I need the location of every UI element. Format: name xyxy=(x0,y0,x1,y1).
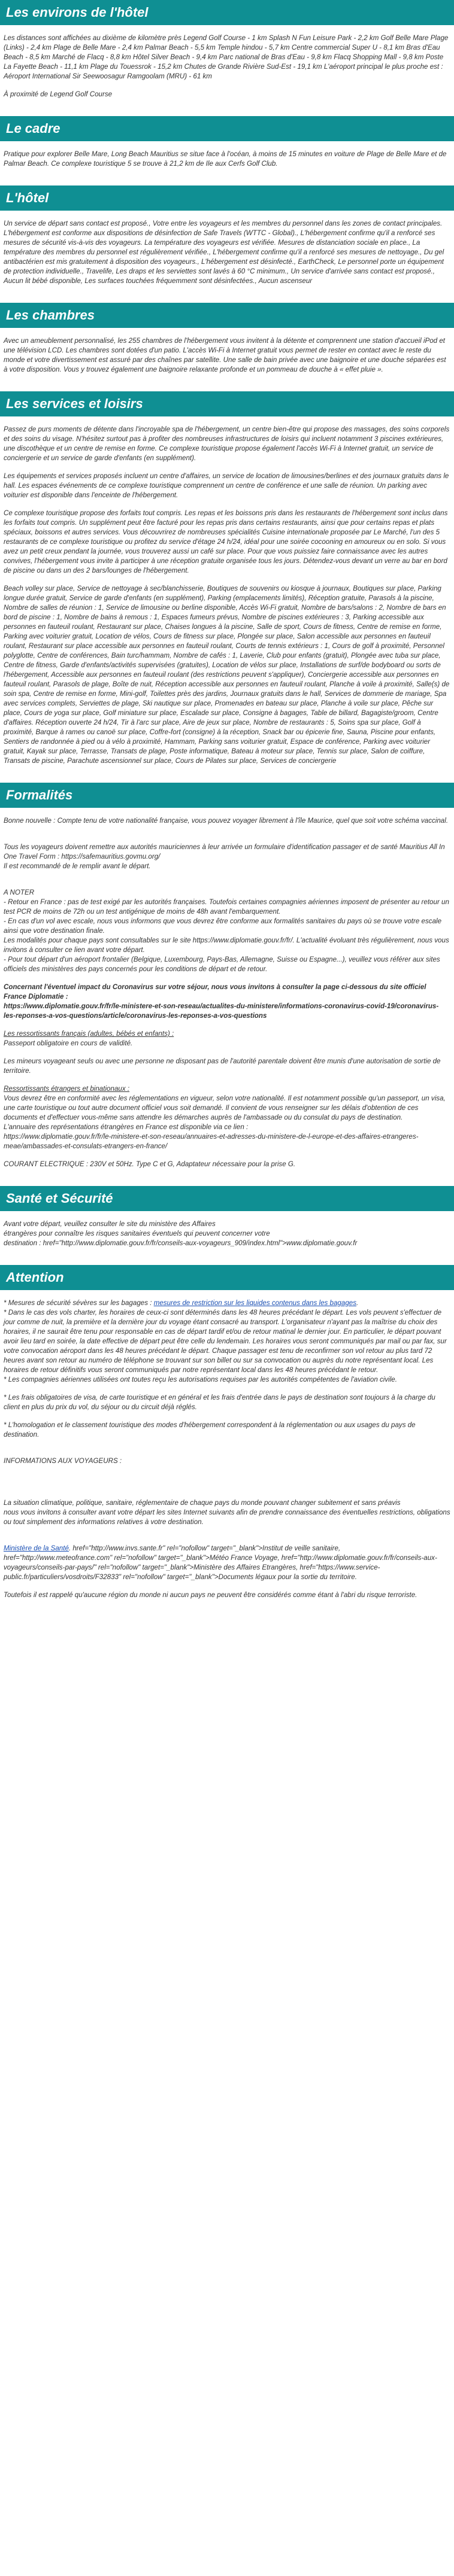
attention-info-title: INFORMATIONS AUX VOYAGEURS : xyxy=(4,1457,122,1465)
section-title-services: Les services et loisirs xyxy=(0,391,454,416)
attention-links xyxy=(4,1544,450,1582)
formalites-note-1: - Retour en France : pas de test exigé par les autorités françaises. Toutefois certaines compagnies aériennes imposent de présenter au retour un test PCR de moins de 72h ou un test antigénique de moins de 48h avant l'embarquement. xyxy=(4,898,449,916)
formalites-foreigners-text: Vous devrez être en conformité avec les réglementations en vigueur, selon votre nationalité. Il est notamment possible qu'un passeport, un visa, une carte touristique ou tout autre document officiel vous soit demandé. Il convient de vous renseigner sur les délais d'obtention de ces documents et d'effectuer vous-même sans attendre les démarches auprès de l'ambassade ou du consulat du pays de destination. xyxy=(4,1094,446,1121)
section-attention xyxy=(0,1265,454,1617)
formalites-note-3: Les modalités pour chaque pays sont consultables sur le site https://www.diplomatie.gouv.fr/fr/. L'actualité évoluant très régulièrement, nous vous invitons à consulter ce lien avant votre départ. xyxy=(4,936,449,954)
formalites-form-advice: Il est recommandé de le remplir avant le départ. xyxy=(4,862,151,870)
attention-luggage-end: . xyxy=(356,1299,359,1307)
attention-charter: * Dans le cas des vols charter, les horaires de ceux-ci sont déterminés dans les 48 heures précédant le départ. Les vols peuvent s'effectuer de jour comme de nuit, la première et la dernière jour du voyage étant consacré au transport. L'organisateur n'ayant pas la maîtrise du choix des horaires, il ne saurait être tenu pour responsable en cas de départ tardif et/ou de retour matinal le dernier jour. En particulier, le départ pouvant avoir lieu tard en soirée, la date effective de départ peut être celle du lendemain. Les horaires vous seront communiqués par mail ou par fax, sur votre convocation aéroport dans les 48 heures précédant le départ. Chaque passager est tenu de reconfirmer son vol retour au plus tard 72 heures avant son retour au numéro de téléphone se trouvant sur son billet ou sur sa convocation ou auprès du notre représentant local. Les horaires de retour définitifs vous seront communiqués par notre représentant local dans les 48 heures précédant le retour. xyxy=(4,1309,447,1374)
section-sante xyxy=(0,1186,454,1265)
formalites-directory-intro: L'annuaire des représentations étrangères en France est disponible via ce lien : xyxy=(4,1123,249,1131)
attention-airlines: * Les compagnies aériennes utilisées ont toutes reçu les autorisations requises par les autorités compétentes de l'aviation civile. xyxy=(4,1376,397,1383)
section-title-attention: Attention xyxy=(0,1265,454,1290)
section-title-chambres: Les chambres xyxy=(0,303,454,328)
attention-luggage xyxy=(4,1298,450,1308)
formalites-passport: Passeport obligatoire en cours de validité. xyxy=(4,1039,133,1047)
formalites-foreigners-title: Ressortissants étrangers et binationaux : xyxy=(4,1085,130,1093)
attention-terrorism: Toutefois il est rappelé qu'aucune région du monde ni aucun pays ne peuvent être considérés comme étant à l'abri du risque terroriste. xyxy=(4,1591,417,1599)
services-spa: Passez de purs moments de détente dans l'incroyable spa de l'hébergement, un centre bien-être qui propose des massages, des soins corporels et des soins du visage. N'hésitez surtout pas à profiter des nombreuses infrastructures de loisirs qui incluent notamment 3 piscines extérieures, une discothèque et un centre de remise en forme. Ce complexe touristique propose également l'accès Wi-Fi à Internet gratuit, un service de conciergerie et un service de garde d'enfants (en supplément). xyxy=(4,425,450,462)
formalites-form: Tous les voyageurs doivent remettre aux autorités mauriciennes à leur arrivée un formulaire d'identification passager et de santé Mauritius All In One Travel Form : https://safemauritius.govmu.org/ xyxy=(4,843,445,860)
formalites-covid-intro: Concernant l'éventuel impact du Coronavirus sur votre séjour, nous vous invitons à consulter la page ci-dessous du site officiel France Diplomatie : xyxy=(4,983,426,1000)
environs-distances: Les distances sont affichées au dixième de kilomètre près Legend Golf Course - 1 km Splash N Fun Leisure Park - 2,2 km Golf Belle Mare Plage (Links) - 2,4 km Plage de Belle Mare - 2,4 km Palmar Beach - 5,5 km Temple hindou - 5,7 km Centre commercial Super U - 8,1 km Bras d'Eau Beach - 8,5 km Marché de Flacq - 8,8 km Hôtel Silver Beach - 9,4 km Parc national de Bras d'Eau - 9,8 km Flacq Shopping Mall - 9,8 km Poste La Fayette Beach - 11,1 km Plage du Touessrok - 15,2 km Chutes de Grande Rivière Sud-Est - 19,1 km L'aéroport principal le plus proche est : Aéroport International Sir Seewoosagur Ramgoolam (MRU) - 61 km xyxy=(4,34,449,80)
health-ministry-link[interactable]: Ministère de la Santé xyxy=(4,1544,69,1552)
formalites-note-4: - Pour tout départ d'un aéroport frontalier (Belgique, Luxembourg, Pays-Bas, Allemagne, Suisse ou Espagne...), veuillez vous référer aux sites officiels des ministères des pays concernés pour les conditions de départ et de retour. xyxy=(4,956,440,973)
section-title-hotel: L'hôtel xyxy=(0,185,454,211)
environs-proximity: À proximité de Legend Golf Course xyxy=(4,90,113,98)
formalites-minors: Les mineurs voyageant seuls ou avec une personne ne disposant pas de l'autorité parentale doivent être munis d'une autorisation de sortie de territoire. xyxy=(4,1057,441,1075)
section-cadre xyxy=(0,116,454,185)
formalites-note-2: - En cas d'un vol avec escale, nous vous informons que vous devrez être conforme aux formalités sanitaires du pays où se trouve votre escale ainsi que votre destination finale. xyxy=(4,917,442,935)
cadre-text: Pratique pour explorer Belle Mare, Long Beach Mauritius se situe face à l'océan, à moins de 15 minutes en voiture de Plage de Belle Mare et de Palmar Beach. Ce complexe touristique 5 se trouve à 21,2 km de Ile aux Cerfs Golf Club. xyxy=(4,150,447,168)
section-services xyxy=(0,391,454,783)
section-title-formalites: Formalités xyxy=(0,783,454,808)
attention-situation-1: La situation climatique, politique, sanitaire, réglementaire de chaque pays du monde pouvant changer subitement et sans préavis xyxy=(4,1499,401,1507)
formalites-electricity: COURANT ELECTRIQUE : 230V et 50Hz. Type C et G, Adaptateur nécessaire pour la prise G. xyxy=(4,1160,296,1168)
liquids-restriction-link[interactable]: mesures de restriction sur les liquides contenus dans les bagages xyxy=(153,1299,357,1307)
services-amenities: Beach volley sur place, Service de nettoyage à sec/blanchisserie, Boutiques de souvenirs ou kiosque à journaux, Boutiques sur place, Parking longue durée gratuit, Service de garde d'enfants (en supplément), Parking (emplacements limités), Réception gratuite, Parasols à la piscine, Nombre de salles de réunion : 1, Service de limousine ou berline disponible, Accès Wi-Fi gratuit, Nombre de bars/salons : 2, Nombre de bars en bord de piscine : 1, Nombre de bains à remous : 1, Espaces fumeurs prévus, Nombre de piscines extérieures : 3, Parking accessible aux personnes en fauteuil roulant, Restaurant sur place, Chaises longues à la piscine, Salle de sport, Cours de fitness, Centre de remise en forme, Parking avec voiturier gratuit, Location de vélos, Cours de fitness sur place, Plongée sur place, Salon accessible aux personnes en fauteuil roulant, Restaurant sur place accessible aux personnes en fauteuil roulant, Courts de tennis extérieurs : 1, Cours de golf à proximité, Personnel polyglotte, Centre de conférences, Bain turc/hammam, Nombre de cafés : 1, Laverie, Club pour enfants (gratuit), Plongée avec tuba sur place, Centre de fitness, Garde d'enfants/activités supervisées (gratuites), Location de vélos sur place, Installations de surf/de bodyboard ou sorts de l'hébergement, Accessible aux personnes en fauteuil roulant (des restrictions peuvent s'appliquer), Conciergerie accessible aux personnes en fauteuil roulant, Parasols de plage, Boîte de nuit, Réception accessible aux personnes en fauteuil roulant, Planche à voile à proximité, Salle(s) de soin spa, Centre de remise en forme, Mini-golf, Toilettes près des jardins, Journaux gratuits dans le hall, Services de dommerie de mariage, Spa avec services complets, Serviettes de plage, Ski nautique sur place, Promenades en bateau sur place, Planche à voile sur place, Pêche sur place, Cours de yoga sur place, Golf miniature sur place, Escalade sur place, Consigne à bagages, Table de billard, Bagagiste/groom, Centre d'affaires. Réception ouverte 24 h/24, Tir à l'arc sur place, Aire de jeux sur place, Nombre de restaurants : 5, Soins spa sur place, Golf à proximité, Barque à rames ou canoë sur place, Coffre-fort (consigne) à la réception, Snack bar ou épicerie fine, Sauna, Piscine pour enfants, Sentiers de randonnée à pied ou à vélo à proximité, Hammam, Parking sans voiturier gratuit, Espace de conférence, Parking avec voiturier gratuit, Kayak sur place, Terrasse, Transats de plage, Poste informatique, Bateau à moteur sur place, Tennis sur place, Salon de coiffure, Transats de piscine, Parachute ascensionnel sur place, Cours de Pilates sur place, Services de conciergerie xyxy=(4,585,450,765)
sante-line-2: étrangères pour connaître les risques sanitaires éventuels qui peuvent concerner votre xyxy=(4,1230,270,1237)
attention-links-text: . href="http://www.invs.sante.fr" rel="nofollow" target="_blank">Institut de veille sanitaire, href="http://www.meteofrance.com" rel="nofollow" target="_blank">Météo France Voyage, href="http://www.diplomatie.gouv.fr/fr/conseils-aux-voyageurs/conseils-par-pays/" rel="nofollow" target="_blank">Ministère des Affaires Etrangères, href="https://www.service-public.fr/particuliers/vosdroits/F32833" rel="nofollow" target="_blank">Documents légaux pour la sortie du territoire. xyxy=(4,1544,437,1581)
section-title-sante: Santé et Sécurité xyxy=(0,1186,454,1211)
formalites-note-title: A NOTER xyxy=(4,889,35,896)
services-dining: Ce complexe touristique propose des forfaits tout compris. Les repas et les boissons pris dans les restaurants de l'hébergement sont inclus dans les forfaits tout compris. Un supplément peut être facturé pour les repas pris dans certains restaurants, ainsi que pour certains repas et plats spéciaux, boissons et autres services. Vous découvrirez de nombreuses spécialités Cuisine internationale proposée par Le Marché, l'un des 5 restaurants de ce complexe touristique ou profitez du service d'étage 24 h/24, idéal pour une soirée cocooning en amoureux ou en solo. Si vous avez un petit creux pendant la journée, vous trouverez aussi un café sur place. Pour que vous puissiez faire connaissance avec les autres convives, l'hébergement vous invite à participer à une réception gratuite organisée tous les jours. Détendez-vous devant un verre au bar en bord de piscine ou dans un des 2 bars/lounges de l'hébergement. xyxy=(4,509,448,574)
formalites-covid-link[interactable]: https://www.diplomatie.gouv.fr/fr/le-ministere-et-son-reseau/actualites-du-ministere/informations-coronavirus-covid-19/coronavirus-les-reponses-a-vos-questions/article/coronavirus-les-reponses-a-vos-questions xyxy=(4,1002,439,1020)
services-business: Les équipements et services proposés incluent un centre d'affaires, un service de location de limousines/berlines et des journaux gratuits dans le hall. Les espaces événements de ce complexe touristique comprennent un centre de conférence et une salle de réunion. Un parking avec voiturier est disponible dans l'enceinte de l'hébergement. xyxy=(4,472,449,499)
sante-line-1: Avant votre départ, veuillez consulter le site du ministère des Affaires xyxy=(4,1220,216,1228)
sante-line-3: destination : href="http://www.diplomatie.gouv.fr/fr/conseils-aux-voyageurs_909/index.html">www.diplomatie.gouv.fr xyxy=(4,1239,358,1247)
attention-situation-2: nous vous invitons à consulter avant votre départ les sites Internet suivants afin de prendre connaissance des éventuelles restrictions, obligations ou tout simplement des informations relatives à votre destination. xyxy=(4,1509,450,1526)
attention-classification: * L'homologation et le classement touristique des modes d'hébergement correspondent à la réglementation ou aux usages du pays de destination. xyxy=(4,1421,416,1438)
attention-visa-fees: * Les frais obligatoires de visa, de carte touristique et en général et les frais d'entrée dans le pays de destination sont toujours à la charge du client en plus du prix du vol, du séjour ou du circuit déjà réglés. xyxy=(4,1394,435,1411)
hotel-text: Un service de départ sans contact est proposé., Votre entre les voyageurs et les membres du personnel dans les zones de contact principales. L'hébergement est conforme aux dispositions de désinfection de Safe Travels (WTTC - Global)., L'hébergement confirme qu'il a renforcé ses mesures de sécurité vis-à-vis des voyageurs. La température des voyageurs est vérifiée. Mesures de distanciation sociale en place., La température des membres du personnel est régulièrement vérifiée., L'hébergement confirme qu'il a renforcé ses mesures de nettoyage., Du gel antibactérien est mis gratuitement à disposition des voyageurs., L'hébergement est désinfecté., EarthCheck, Le personnel porte un équipement de protection individuelle., Travelife, Les draps et les serviettes sont lavés à 60 °C minimum., Un service d'arrivée sans contact est proposé., Aucun lit bébé disponible, Les surfaces touchées fréquemment sont désinfectées., Aucun ascenseur xyxy=(4,220,444,285)
section-hotel xyxy=(0,185,454,303)
section-environs xyxy=(0,0,454,116)
formalites-good-news: Bonne nouvelle : Compte tenu de votre nationalité française, vous pouvez voyager librement à l'île Maurice, quel que soit votre schéma vaccinal. xyxy=(4,817,449,825)
section-title-cadre: Le cadre xyxy=(0,116,454,141)
section-formalites xyxy=(0,783,454,1186)
formalites-directory-link[interactable]: https://www.diplomatie.gouv.fr/fr/le-ministere-et-son-reseau/annuaires-et-adresses-du-ministere-de-l-europe-et-des-affaires-etrangeres-meae/ambassades-et-consulats-etrangers-en-france/ xyxy=(4,1133,419,1150)
chambres-text: Avec un ameublement personnalisé, les 255 chambres de l'hébergement vous invitent à la détente et comprennent une station d'accueil iPod et une télévision LCD. Les chambres sont dotées d'un patio. L'accès Wi-Fi à Internet gratuit vous permet de rester en contact avec le reste du monde et votre divertissement est assuré par des chaînes par satellite. Une salle de bain privée avec une baignoire et une douche séparées est à votre disposition. Vous y trouvez également une baignoire relaxante profonde et un pommeau de douche à « effet pluie ». xyxy=(4,337,446,373)
attention-luggage-text: * Mesures de sécurité sévères sur les bagages : xyxy=(4,1299,154,1307)
formalites-nationals-title: Les ressortissants français (adultes, bébés et enfants) : xyxy=(4,1030,174,1038)
section-title-environs: Les environs de l'hôtel xyxy=(0,0,454,25)
section-chambres xyxy=(0,303,454,391)
